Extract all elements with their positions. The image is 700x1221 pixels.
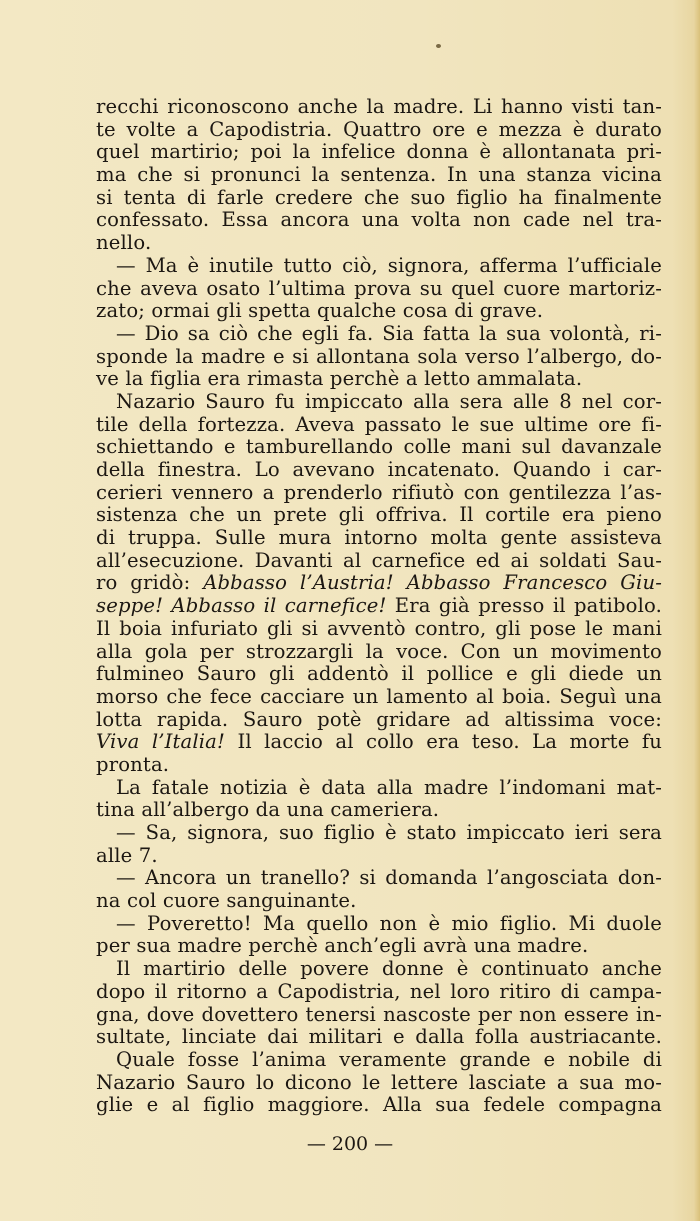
text-line-italic-1	[96, 572, 662, 595]
text-line: nello.	[96, 231, 152, 255]
text-block-c	[96, 754, 662, 1117]
line-italic-1-pre: ro gridò:	[96, 571, 204, 595]
text-line-italic-2	[96, 595, 662, 618]
text-line: La fatale notizia è data alla madre l’indomani mat-	[116, 775, 662, 799]
text-line: alle 7.	[96, 843, 158, 867]
text-line-italic-3	[96, 731, 662, 754]
text-line: morso che fece cacciare un lamento al boia. Seguì una	[96, 684, 662, 708]
text-line: quel martirio; poi la infelice donna è allontanata pri-	[96, 140, 662, 164]
text-line: pronta.	[96, 752, 170, 776]
line-italic-2-post: Era già presso il patibolo.	[386, 594, 662, 618]
page-number: — 200 —	[306, 1133, 394, 1155]
text-block-a	[96, 96, 662, 572]
text-line: tina all’albergo da una cameriera.	[96, 798, 440, 822]
text-line: gna, dove dovettero tenersi nascoste per non essere in-	[96, 1002, 662, 1026]
text-line: si tenta di farle credere che suo figlio ha finalmente	[96, 185, 662, 209]
text-line: sultate, linciate dai militari e dalla folla austriacante.	[96, 1025, 662, 1049]
line-italic-2-emphasis: seppe! Abbasso il carnefice!	[96, 594, 387, 618]
text-line: lotta rapida. Sauro potè gridare ad altissima voce:	[96, 707, 662, 731]
text-line: tile della fortezza. Aveva passato le sue ultime ore fi-	[96, 412, 662, 436]
line-italic-3-emphasis: Viva l’Italia!	[96, 730, 226, 754]
text-line: ve la figlia era rimasta perchè a letto ammalata.	[96, 367, 583, 391]
text-line: che aveva osato l’ultima prova su quel cuore martoriz-	[96, 276, 662, 300]
text-line: Il boia infuriato gli si avventò contro, gli pose le mani	[96, 616, 662, 640]
text-line: per sua madre perchè anch’egli avrà una madre.	[96, 934, 589, 958]
text-line: Il martirio delle povere donne è continuato anche	[116, 957, 662, 981]
text-line: all’esecuzione. Davanti al carnefice ed ai soldati Sau-	[96, 548, 662, 572]
line-italic-3-post: Il laccio al collo era teso. La morte fu	[225, 730, 663, 754]
text-line: fulmineo Sauro gli addentò il pollice e gli diede un	[96, 662, 662, 686]
text-line: — Sa, signora, suo figlio è stato impiccato ieri sera	[116, 821, 662, 844]
text-line: ma che si pronunci la sentenza. In una stanza vicina	[96, 163, 662, 187]
text-line: di truppa. Sulle mura intorno molta gente assisteva	[96, 526, 662, 550]
text-line: na col cuore sanguinante.	[96, 889, 357, 913]
text-line: alla gola per strozzargli la voce. Con un movimento	[96, 639, 662, 663]
text-line: della finestra. Lo avevano incatenato. Quando i car-	[96, 458, 662, 481]
text-line: — Dio sa ciò che egli fa. Sia fatta la sua volontà, ri-	[116, 321, 662, 345]
text-line: te volte a Capodistria. Quattro ore e mezza è durato	[96, 117, 662, 141]
text-block-b	[96, 618, 662, 731]
line-italic-1-emphasis: Abbasso l’Austria! Abbasso Francesco Giu-	[203, 571, 662, 595]
text-line: glie e al figlio maggiore. Alla sua fedele compagna	[96, 1093, 662, 1117]
text-line: zato; ormai gli spetta qualche cosa di grave.	[96, 299, 544, 323]
ink-speck	[436, 44, 441, 48]
text-line: confessato. Essa ancora una volta non cade nel tra-	[96, 208, 662, 232]
text-line: Quale fosse l’anima veramente grande e nobile di	[116, 1047, 662, 1071]
text-line: Nazario Sauro fu impiccato alla sera alle 8 nel cor-	[116, 389, 662, 413]
text-line: recchi riconoscono anche la madre. Li hanno visti tan-	[96, 95, 662, 118]
text-line: — Ancora un tranello? si domanda l’angosciata don-	[116, 866, 662, 890]
text-line: sponde la madre e si allontana sola verso l’albergo, do-	[96, 344, 662, 368]
text-line: cerieri vennero a prenderlo rifiutò con gentilezza l’as-	[96, 480, 662, 504]
text-line: dopo il ritorno a Capodistria, nel loro ritiro di campa-	[96, 979, 662, 1003]
page-edge	[694, 0, 700, 1221]
text-line: sistenza che un prete gli offriva. Il cortile era pieno	[96, 503, 662, 527]
body-text	[96, 96, 662, 1117]
text-line: schiettando e tamburellando colle mani sul davanzale	[96, 435, 662, 459]
text-line: Nazario Sauro lo dicono le lettere lasciate a sua mo-	[96, 1070, 662, 1094]
text-line: — Poveretto! Ma quello non è mio figlio. Mi duole	[116, 911, 662, 935]
text-line: — Ma è inutile tutto ciò, signora, afferma l’ufficiale	[116, 253, 662, 277]
